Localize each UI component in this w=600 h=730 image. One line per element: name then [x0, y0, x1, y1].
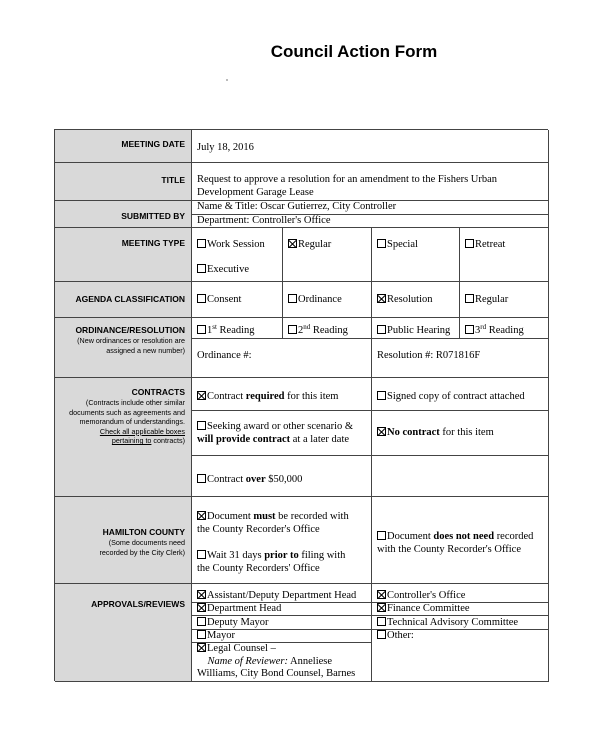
approvals-right-cell	[372, 584, 549, 682]
meeting-date-value[interactable]: July 18, 2016	[197, 142, 254, 153]
checkbox-icon[interactable]	[377, 239, 386, 248]
approval-assistant-deputy[interactable]: Assistant/Deputy Department Head	[197, 590, 356, 602]
contract-over-50000[interactable]: Contract over $50,000	[197, 474, 302, 487]
checkbox-icon[interactable]	[197, 239, 206, 248]
approvals-reviews-label: APPROVALS/REVIEWS	[55, 584, 192, 682]
meeting-type-regular-cell	[283, 228, 372, 282]
meeting-type-work-session[interactable]: Work Session	[197, 239, 265, 251]
meeting-type-label: MEETING TYPE	[55, 228, 192, 282]
submitted-by-cell	[192, 201, 549, 228]
checkbox-icon[interactable]	[197, 325, 206, 334]
form-title: Council Action Form	[270, 42, 438, 61]
checked-checkbox-icon[interactable]	[197, 590, 206, 599]
agenda-regular[interactable]: Regular	[465, 294, 508, 306]
ordinance-number[interactable]: Ordinance #:	[197, 350, 252, 361]
approval-deputy-mayor[interactable]: Deputy Mayor	[197, 617, 269, 629]
ordinance-number-cell	[192, 339, 372, 378]
checkbox-icon[interactable]	[197, 550, 206, 559]
title-cell	[192, 163, 549, 201]
stray-mark	[226, 79, 228, 81]
checked-checkbox-icon[interactable]	[197, 511, 206, 520]
checked-checkbox-icon[interactable]	[377, 427, 386, 436]
approvals-left-cell	[192, 584, 372, 682]
checkbox-icon[interactable]	[197, 421, 206, 430]
approval-controllers-office[interactable]: Controller's Office	[377, 590, 465, 602]
public-hearing-cell	[372, 318, 460, 339]
submitter-department[interactable]: Department: Controller's Office	[197, 215, 331, 226]
checkbox-icon[interactable]	[377, 391, 386, 400]
meeting-type-special[interactable]: Special	[377, 239, 418, 251]
approval-finance-committee[interactable]: Finance Committee	[377, 603, 470, 615]
checkbox-icon[interactable]	[197, 294, 206, 303]
title-label: TITLE	[55, 163, 192, 201]
approval-legal-counsel[interactable]: Legal Counsel – Name of Reviewer: Anneliese Williams, City Bond Counsel, Barnes	[197, 643, 356, 679]
reading-2nd-cell	[283, 318, 372, 339]
meeting-type-retreat[interactable]: Retreat	[465, 239, 505, 251]
row-divider	[192, 615, 371, 616]
no-contract[interactable]: No contract for this item	[377, 427, 494, 440]
does-not-need-recorded[interactable]: Document does not need recorded with the County Recorder's Office	[377, 531, 534, 555]
resolution-number[interactable]: Resolution #: R071816F	[377, 350, 481, 361]
resolution-number-cell	[372, 339, 549, 378]
approval-technical-advisory[interactable]: Technical Advisory Committee	[377, 617, 518, 629]
meeting-date-label: MEETING DATE	[55, 130, 192, 163]
signed-copy-cell	[372, 378, 549, 411]
row-divider	[372, 615, 548, 616]
title-value[interactable]: Request to approve a resolution for an amendment to the Fishers Urban Development Garage Lease	[197, 174, 498, 198]
hamilton-right-cell	[372, 497, 549, 584]
reading-1st[interactable]: 1st Reading	[197, 325, 255, 337]
checkbox-icon[interactable]	[197, 617, 206, 626]
agenda-classification-label: AGENDA CLASSIFICATION	[55, 282, 192, 318]
checked-checkbox-icon[interactable]	[197, 643, 206, 652]
agenda-consent[interactable]: Consent	[197, 294, 241, 306]
checkbox-icon[interactable]	[377, 617, 386, 626]
checkbox-icon[interactable]	[377, 531, 386, 540]
checkbox-icon[interactable]	[377, 325, 386, 334]
checkbox-icon[interactable]	[197, 264, 206, 273]
hamilton-left-cell	[192, 497, 372, 584]
seeking-award[interactable]: Seeking award or other scenario & will provide contract at a later date	[197, 421, 354, 445]
checked-checkbox-icon[interactable]	[377, 294, 386, 303]
agenda-ordinance-cell	[283, 282, 372, 318]
meeting-type-regular[interactable]: Regular	[288, 239, 331, 251]
wait-31-days[interactable]: Wait 31 days prior to filing with the County Recorders' Office	[197, 550, 346, 574]
agenda-regular-cell	[460, 282, 549, 318]
checked-checkbox-icon[interactable]	[197, 391, 206, 400]
checked-checkbox-icon[interactable]	[377, 590, 386, 599]
contract-over-cell	[192, 456, 372, 497]
checkbox-icon[interactable]	[288, 325, 297, 334]
submitter-name-title[interactable]: Name & Title: Oscar Gutierrez, City Controller	[197, 201, 397, 212]
checked-checkbox-icon[interactable]	[377, 603, 386, 612]
meeting-type-retreat-cell	[460, 228, 549, 282]
agenda-resolution-cell	[372, 282, 460, 318]
agenda-resolution[interactable]: Resolution	[377, 294, 433, 306]
checkbox-icon[interactable]	[288, 294, 297, 303]
reading-1st-cell	[192, 318, 283, 339]
signed-copy-attached[interactable]: Signed copy of contract attached	[377, 391, 525, 404]
checkbox-icon[interactable]	[377, 630, 386, 639]
approval-department-head[interactable]: Department Head	[197, 603, 281, 615]
contract-required-cell	[192, 378, 372, 411]
no-contract-cell	[372, 411, 549, 456]
reading-2nd[interactable]: 2nd Reading	[288, 325, 348, 337]
contracts-empty-cell	[372, 456, 549, 497]
checkbox-icon[interactable]	[465, 239, 474, 248]
ordinance-resolution-label: ORDINANCE/RESOLUTION (New ordinances or resolution are assigned a new number)	[55, 318, 192, 378]
ordinance-resolution-note: (New ordinances or resolution are assigned a new number)	[77, 336, 185, 355]
checked-checkbox-icon[interactable]	[197, 603, 206, 612]
reading-public-hearing[interactable]: Public Hearing	[377, 325, 450, 337]
checked-checkbox-icon[interactable]	[288, 239, 297, 248]
checkbox-icon[interactable]	[197, 474, 206, 483]
meeting-type-special-cell	[372, 228, 460, 282]
seeking-award-cell	[192, 411, 372, 456]
hamilton-county-note: (Some documents need recorded by the City Clerk)	[99, 538, 185, 557]
meeting-date-cell	[192, 130, 549, 163]
reading-3rd-cell	[460, 318, 549, 339]
hamilton-county-label: HAMILTON COUNTY (Some documents need recorded by the City Clerk)	[55, 497, 192, 584]
reading-3rd[interactable]: 3rd Reading	[465, 325, 524, 337]
checkbox-icon[interactable]	[465, 325, 474, 334]
contracts-note: (Contracts include other similar documents such as agreements and memorandum of understandings. Check all applicable boxes pertaining to contracts)	[69, 398, 185, 445]
agenda-consent-cell	[192, 282, 283, 318]
meeting-type-executive[interactable]: Executive	[197, 264, 249, 276]
approval-other[interactable]: Other:	[377, 630, 414, 642]
must-be-recorded[interactable]: Document must be recorded with the County Recorder's Office	[197, 511, 349, 535]
agenda-ordinance[interactable]: Ordinance	[288, 294, 342, 306]
meeting-type-work-session-cell	[192, 228, 283, 282]
council-action-form	[54, 129, 548, 681]
contract-required[interactable]: Contract required for this item	[197, 391, 338, 404]
submitted-by-label: SUBMITTED BY	[55, 201, 192, 228]
approval-mayor[interactable]: Mayor	[197, 630, 235, 642]
checkbox-icon[interactable]	[197, 630, 206, 639]
checkbox-icon[interactable]	[465, 294, 474, 303]
contracts-note-link[interactable]: Check all applicable boxes pertaining to	[99, 426, 185, 445]
contracts-label: CONTRACTS (Contracts include other similar documents such as agreements and memorandum of understandings. Check all applicable boxes pertaining to contracts)	[55, 378, 192, 497]
